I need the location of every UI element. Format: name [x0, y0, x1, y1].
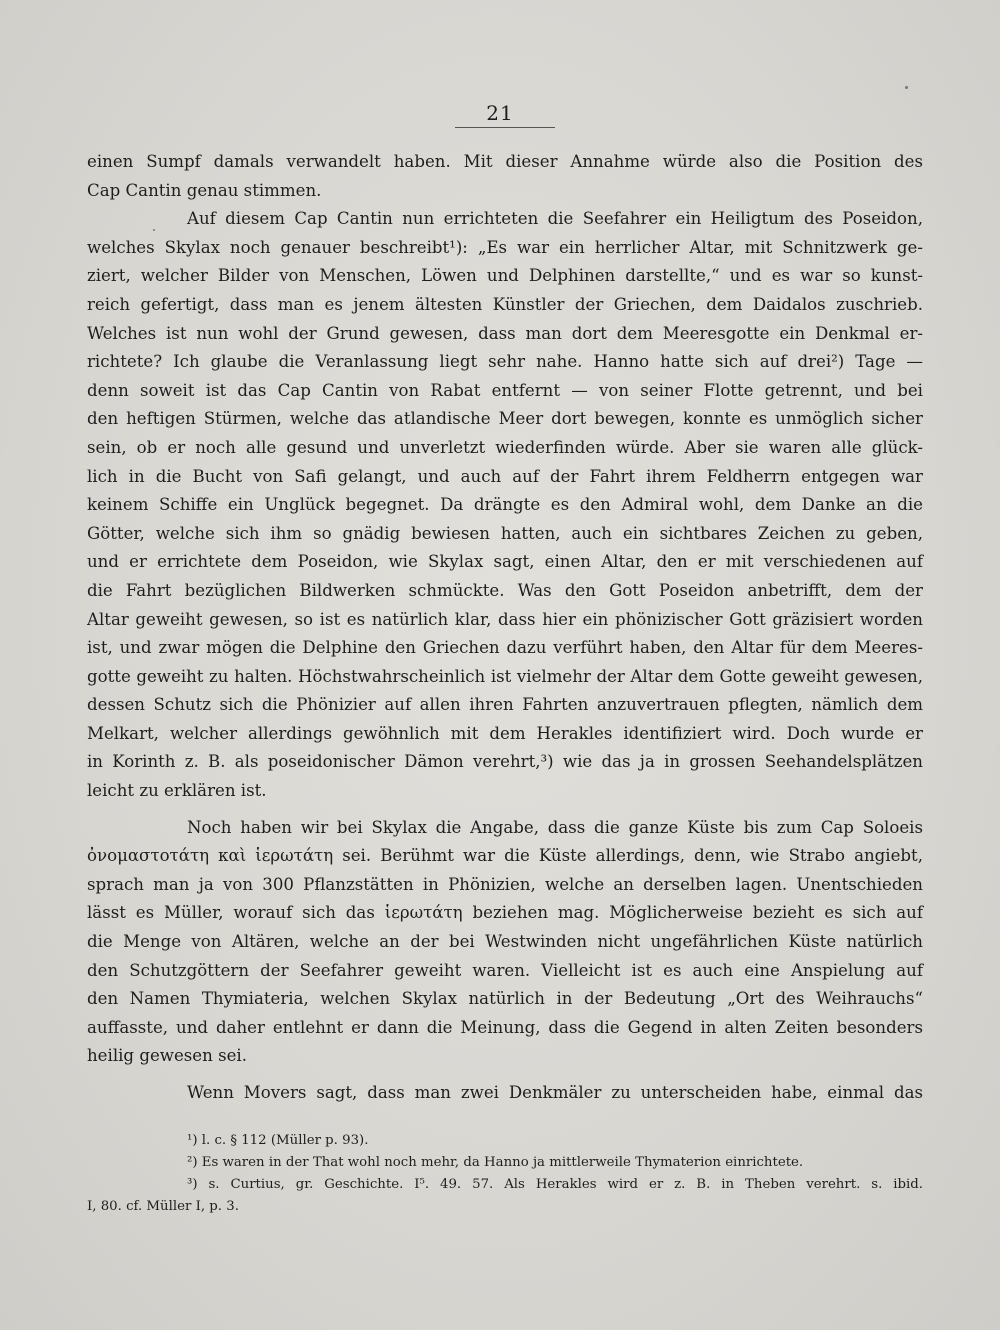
text-line: sprach man ja von 300 Pflanzstätten in Phönizien, welche an derselben lagen. Unentschieden — [87, 874, 923, 894]
text-line: keinem Schiffe ein Unglück begegnet. Da drängte es den Admiral wohl, dem Danke an die — [87, 495, 923, 515]
text-line: die Fahrt bezüglichen Bildwerken schmückte. Was den Gott Poseidon anbetrifft, dem der — [87, 580, 923, 600]
footnote-line: ¹) l. c. § 112 (Müller p. 93). — [187, 1133, 369, 1148]
text-line: Auf diesem Cap Cantin nun errichteten die Seefahrer ein Heiligtum des Poseidon, — [187, 209, 923, 229]
footnote-line: ²) Es waren in der That wohl noch mehr, da Hanno ja mittlerweile Thymaterion einrichtete. — [187, 1155, 804, 1170]
paragraph-gap — [87, 1071, 923, 1079]
text-line: leicht zu erklären ist. — [87, 781, 267, 801]
text-line: Welches ist nun wohl der Grund gewesen, dass man dort dem Meeresgotte ein Denkmal er- — [87, 323, 923, 343]
footnote-line: I, 80. cf. Müller I, p. 3. — [87, 1199, 239, 1214]
scan-speck — [905, 86, 908, 89]
text-line: die Menge von Altären, welche an der bei Westwinden nicht ungefährlichen Küste natürlich — [87, 932, 923, 952]
text-line: denn soweit ist das Cap Cantin von Rabat entfernt — von seiner Flotte getrennt, und bei — [87, 380, 923, 400]
text-line: Cap Cantin genau stimmen. — [87, 180, 322, 200]
page-number: 21 — [486, 101, 514, 125]
text-line: auffasste, und daher entlehnt er dann die Meinung, dass die Gegend in alten Zeiten besonders — [87, 1017, 923, 1037]
footnote-line: ³) s. Curtius, gr. Geschichte. I⁵. 49. 57. Als Herakles wird er z. B. in Theben verehrt. s. ibid. — [187, 1177, 923, 1192]
text-line: Götter, welche sich ihm so gnädig bewiesen hatten, auch ein sichtbares Zeichen zu geben, — [87, 523, 923, 543]
text-line: den Namen Thymiateria, welchen Skylax natürlich in der Bedeutung „Ort des Weihrauchs“ — [87, 989, 923, 1009]
body-text — [87, 148, 923, 1108]
text-line: gotte geweiht zu halten. Höchstwahrscheinlich ist vielmehr der Altar dem Gotte geweiht gewesen, — [87, 666, 923, 686]
text-line: sein, ob er noch alle gesund und unverletzt wiederfinden würde. Aber sie waren alle glück- — [87, 437, 923, 457]
text-line: Noch haben wir bei Skylax die Angabe, dass die ganze Küste bis zum Cap Soloeis — [187, 817, 923, 837]
text-line: in Korinth z. B. als poseidonischer Dämon verehrt,³) wie das ja in grossen Seehandelsplätzen — [87, 752, 923, 772]
text-line: dessen Schutz sich die Phönizier auf allen ihren Fahrten anzuvertrauen pflegten, nämlich dem — [87, 695, 923, 715]
text-line: Altar geweiht gewesen, so ist es natürlich klar, dass hier ein phönizischer Gott gräzisiert worden — [87, 609, 923, 629]
text-line: welches Skylax noch genauer beschreibt¹): „Es war ein herrlicher Altar, mit Schnitzwerk ge- — [87, 237, 923, 257]
text-line: richtete? Ich glaube die Veranlassung liegt sehr nahe. Hanno hatte sich auf drei²) Tage — — [87, 352, 923, 372]
text-line: ist, und zwar mögen die Delphine den Griechen dazu verführt haben, den Altar für dem Meeres- — [87, 638, 923, 658]
page-number-rule — [455, 127, 555, 128]
text-line: und er errichtete dem Poseidon, wie Skylax sagt, einen Altar, den er mit verschiedenen auf — [87, 552, 923, 572]
text-line: Melkart, welcher allerdings gewöhnlich mit dem Herakles identifiziert wird. Doch wurde er — [87, 723, 923, 743]
scan-speck — [153, 229, 155, 231]
footnotes — [87, 1130, 923, 1218]
text-line: ὀνομαστοτάτη καὶ ἱερωτάτη sei. Berühmt war die Küste allerdings, denn, wie Strabo angiebt, — [87, 846, 923, 866]
text-line: lässt es Müller, worauf sich das ἱερωτάτη beziehen mag. Möglicherweise bezieht es sich auf — [87, 903, 923, 923]
text-line: den heftigen Stürmen, welche das atlandische Meer dort bewegen, konnte es unmöglich sicher — [87, 409, 923, 429]
paragraph-gap — [87, 806, 923, 814]
text-line: reich gefertigt, dass man es jenem ältesten Künstler der Griechen, dem Daidalos zuschrieb. — [87, 294, 923, 314]
text-line: heilig gewesen sei. — [87, 1046, 248, 1066]
text-line: ziert, welcher Bilder von Menschen, Löwen und Delphinen darstellte,“ und es war so kunst- — [87, 266, 923, 286]
text-line: Wenn Movers sagt, dass man zwei Denkmäler zu unterscheiden habe, einmal das — [187, 1083, 923, 1102]
text-line: den Schutzgöttern der Seefahrer geweiht waren. Vielleicht ist es auch eine Anspielung auf — [87, 960, 923, 980]
text-line: lich in die Bucht von Safi gelangt, und auch auf der Fahrt ihrem Feldherrn entgegen war — [87, 466, 923, 486]
text-line: einen Sumpf damals verwandelt haben. Mit dieser Annahme würde also die Position des — [87, 152, 923, 171]
